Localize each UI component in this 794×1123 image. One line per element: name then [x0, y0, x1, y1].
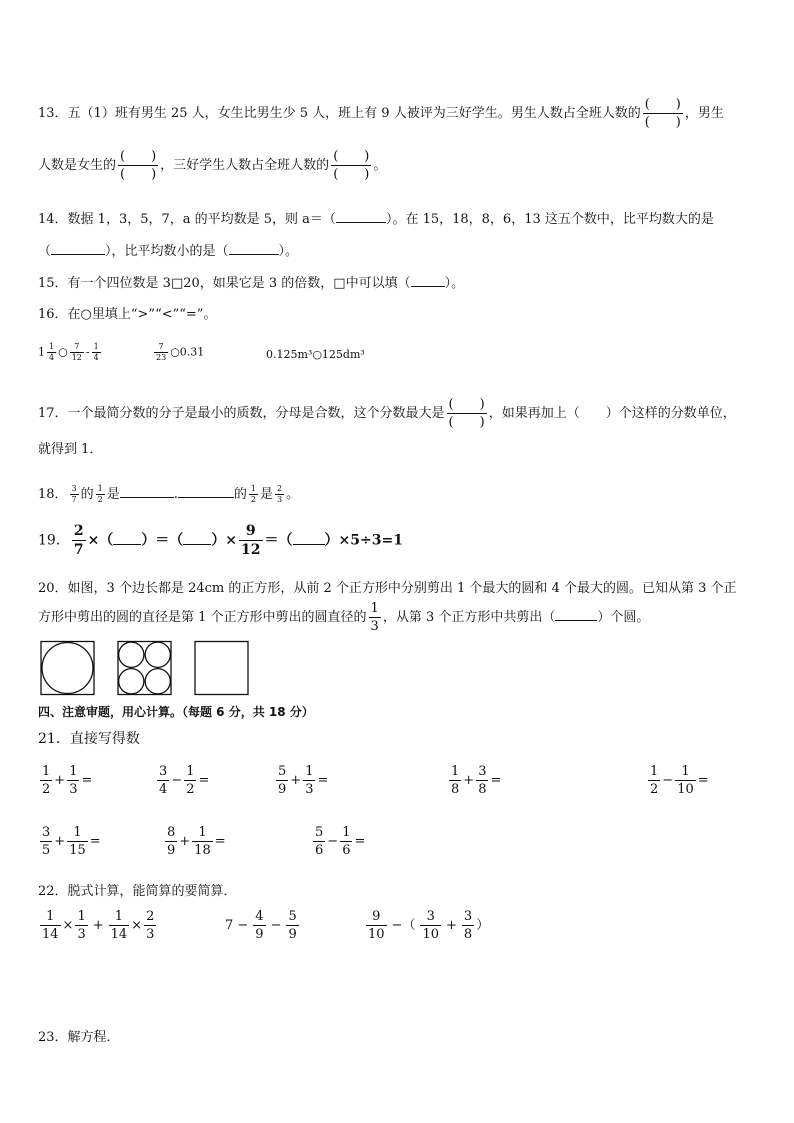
- circle-small: [145, 642, 170, 667]
- whole-number: 1: [38, 345, 45, 359]
- q20-line2: [38, 602, 649, 633]
- square-3: [195, 642, 248, 695]
- fraction: $\frac{7}{12}$: [71, 342, 82, 362]
- compare-text[interactable]: ○0.31: [170, 345, 205, 359]
- q13-text-1: 13．五（1）班有男生 25 人，女生比男生少 5 人，班上有 9 人被评为三好学生。男生人数占全班人数的: [38, 106, 641, 121]
- q21-title: 21．直接写得数: [38, 731, 140, 747]
- q14-text-1a: 14．数据 1，3，5，7，a 的平均数是 5，则 a＝（: [38, 212, 336, 227]
- q23-title: 23．解方程．: [38, 1030, 120, 1045]
- q20-text-2b: ，从第 3 个正方形中共剪出（: [382, 610, 556, 625]
- answer-blank[interactable]: [555, 620, 597, 621]
- fraction: $\frac{2}{3}$: [277, 484, 283, 504]
- q14-text-1b: ）。在 15，18，8，6，13 这五个数中，比平均数大的是: [385, 212, 714, 227]
- fraction: $\frac{2}{7}$: [73, 523, 84, 558]
- q20-line1: 20．如图，3 个边长都是 24cm 的正方形，从前 2 个正方形中分别剪出 1 个最大的圆和 4 个最大的圆。已知从第 3 个正: [38, 581, 737, 596]
- q16-expr-3[interactable]: 0.125m³○125dm³: [266, 348, 365, 361]
- answer-blank[interactable]: [183, 544, 211, 545]
- q21-item: $\frac{1}{2}$ + $\frac{1}{3}$ =: [42, 764, 93, 797]
- text: 。: [286, 487, 300, 502]
- compare-circle[interactable]: ○: [58, 345, 68, 359]
- q16-expr-1: [38, 343, 103, 362]
- q22-expr-3: $\frac{9}{10}$ −（ $\frac{3}{10}$ + $\frac{3}{8}$ ）: [368, 909, 490, 942]
- q21-item: $\frac{5}{9}$ + $\frac{1}{3}$ =: [278, 764, 329, 797]
- answer-blank[interactable]: [113, 544, 141, 545]
- q14-line1: [38, 208, 714, 227]
- answer-fraction-blank[interactable]: $\frac{( )}{( )}$: [333, 149, 370, 182]
- q15-text-b: ）。: [444, 276, 465, 291]
- q21-item: $\frac{5}{6}$ − $\frac{1}{6}$ =: [315, 825, 366, 858]
- q15: [38, 272, 464, 291]
- text: 的: [233, 487, 247, 502]
- q17-text-1b: ，如果再加上（ ）个这样的分数单位，: [488, 406, 736, 421]
- q17-line2: 就得到 1．: [38, 442, 103, 457]
- text: ×（: [87, 532, 114, 549]
- q17-text-1a: 17．一个最简分数的分子是最小的质数，分母是合数，这个分数最大是: [38, 406, 445, 421]
- answer-blank[interactable]: [178, 497, 234, 498]
- text: 是: [260, 487, 274, 502]
- q22-title: 22．脱式计算，能简算的要简算．: [38, 884, 237, 899]
- q15-text-a: 15．有一个四位数是 3□20，如果它是 3 的倍数，□中可以填（: [38, 276, 411, 291]
- q20-text-2c: ）个圆。: [597, 610, 650, 625]
- answer-blank[interactable]: [336, 222, 386, 223]
- q21-item: $\frac{3}{5}$ + $\frac{1}{15}$ =: [42, 825, 101, 858]
- q13-line1: [38, 98, 724, 129]
- q14-text-2c: ）。: [278, 244, 299, 259]
- fraction: $\frac{1}{2}$: [250, 484, 257, 504]
- minus-sign: -: [85, 345, 90, 359]
- text: 的: [80, 487, 94, 502]
- q14-text-2b: ），比平均数小的是（: [105, 244, 229, 259]
- q21-item: $\frac{1}{8}$ + $\frac{3}{8}$ =: [451, 764, 502, 797]
- q16-title: 16．在○里填上“>”“<”“=”。: [38, 307, 217, 322]
- answer-fraction-blank[interactable]: $\frac{( )}{( )}$: [448, 397, 485, 430]
- fraction: $\frac{3}{7}$: [71, 484, 77, 504]
- answer-fraction-blank[interactable]: $\frac{( )}{( )}$: [644, 97, 681, 130]
- fraction: $\frac{1}{4}$: [93, 342, 99, 362]
- fraction: $\frac{9}{12}$: [241, 523, 261, 558]
- answer-blank[interactable]: [229, 254, 279, 255]
- fraction: $\frac{1}{4}$: [49, 342, 55, 362]
- answer-blank[interactable]: [120, 497, 174, 498]
- answer-blank[interactable]: [51, 254, 105, 255]
- answer-fraction-blank[interactable]: $\frac{( )}{( )}$: [120, 149, 157, 182]
- circle-large: [42, 643, 93, 694]
- q19: [38, 524, 403, 557]
- q14-text-2a: （: [38, 244, 52, 259]
- q13-text-2a: 人数是女生的: [38, 158, 117, 173]
- q16-expr-2: [152, 343, 204, 362]
- q19-number: 19．: [38, 532, 70, 549]
- q18: 18． $\frac{3}{7}$ 的 $\frac{1}{2}$ 是 . 的 $\frac{1}{2}$ 是 $\frac{2}{3}$ 。: [38, 484, 300, 504]
- q21-item: $\frac{8}{9}$ + $\frac{1}{18}$ =: [167, 825, 226, 858]
- fraction: $\frac{1}{2}$: [97, 484, 103, 504]
- answer-blank[interactable]: [411, 286, 445, 287]
- text: 是: [106, 487, 120, 502]
- circle-small: [145, 669, 170, 694]
- circle-small: [119, 642, 144, 667]
- q17-line1: [38, 398, 736, 429]
- text: .: [173, 487, 178, 502]
- q13-text-1-tail: ，男生: [684, 106, 724, 121]
- q21-item: $\frac{1}{2}$ − $\frac{1}{10}$ =: [650, 764, 709, 797]
- q13-text-2c: 。: [373, 158, 387, 173]
- q20-text-2a: 方形中剪出的圆的直径是第 1 个正方形中剪出的圆直径的: [38, 610, 367, 625]
- text: ）＝（: [141, 532, 184, 549]
- q21-item: $\frac{3}{4}$ − $\frac{1}{2}$ =: [159, 764, 210, 797]
- section-4-heading: 四、注意审题，用心计算。（每题 6 分，共 18 分）: [38, 705, 314, 719]
- text: ）×: [211, 532, 238, 549]
- fraction: $\frac{7}{23}$: [156, 342, 167, 362]
- square-2: [118, 642, 171, 695]
- q22-expr-1: $\frac{1}{14}$ × $\frac{1}{3}$ + $\frac{1}{14}$ × $\frac{2}{3}$: [42, 909, 155, 942]
- text: ）×5÷3=1: [324, 532, 403, 549]
- text: ＝（: [264, 532, 293, 549]
- squares-figure: [38, 640, 253, 697]
- q22-expr-2: 7 − $\frac{4}{9}$ − $\frac{5}{9}$: [225, 909, 297, 942]
- square-1: [41, 642, 94, 695]
- circle-small: [119, 669, 144, 694]
- answer-blank[interactable]: [293, 544, 325, 545]
- fraction: $\frac{1}{3}$: [370, 601, 379, 634]
- q13-text-2b: ，三好学生人数占全班人数的: [160, 158, 330, 173]
- q13-line2: [38, 150, 386, 181]
- q14-line2: [38, 240, 298, 259]
